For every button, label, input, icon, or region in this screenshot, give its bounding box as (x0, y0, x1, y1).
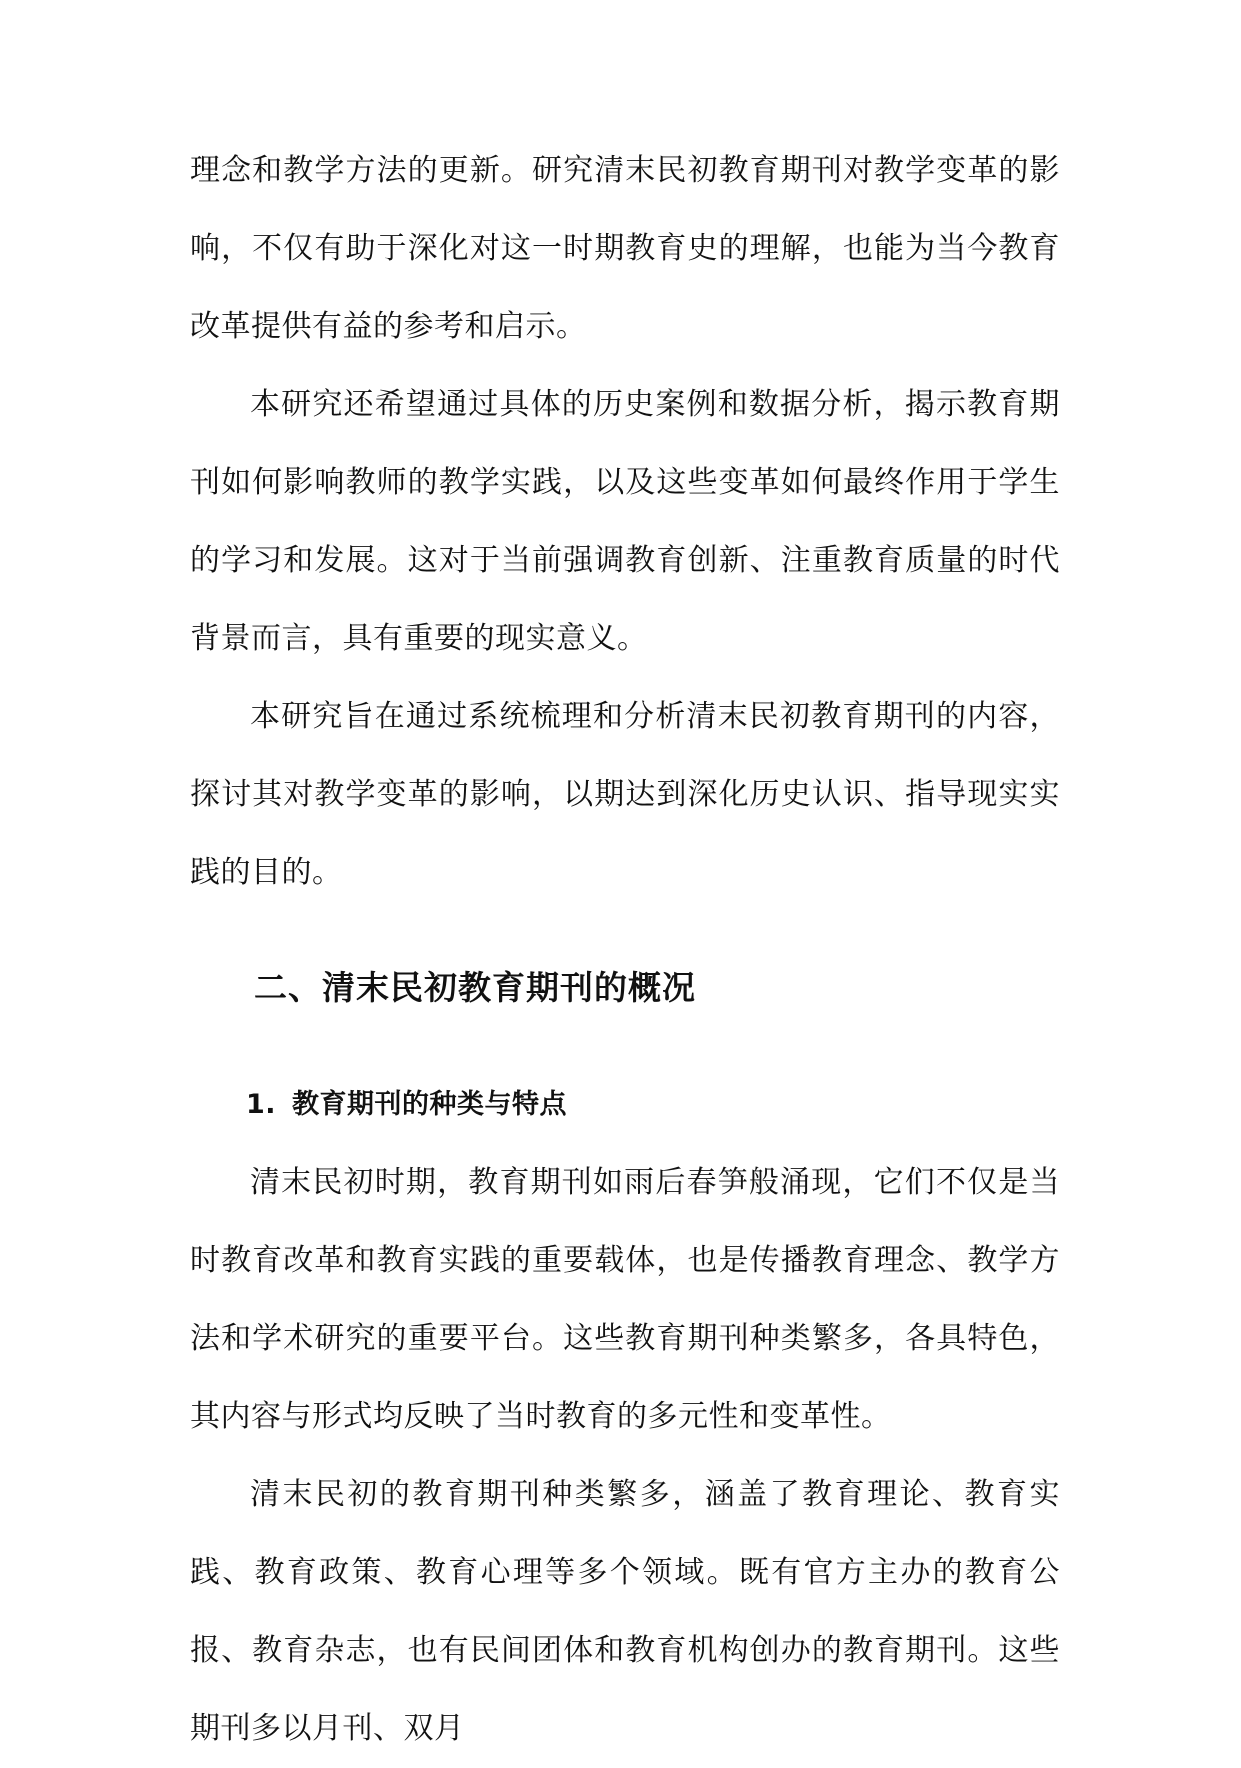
subsection-title: 教育期刊的种类与特点 (292, 1089, 568, 1120)
paragraph-journal-types: 清末民初的教育期刊种类繁多，涵盖了教育理论、教育实践、教育政策、教育心理等多个领域。既有官方主办的教育公报、教育杂志，也有民间团体和教育机构创办的教育期刊。这些期刊多以月刊、双月 (190, 1477, 1060, 1746)
paragraph-continuation: 理念和教学方法的更新。研究清末民初教育期刊对教学变革的影响，不仅有助于深化对这一时期教育史的理解，也能为当今教育改革提供有益的参考和启示。 (190, 153, 1060, 344)
paragraph-research-aim: 本研究旨在通过系统梳理和分析清末民初教育期刊的内容，探讨其对教学变革的影响，以期达到深化历史认识、指导现实实践的目的。 (190, 699, 1060, 890)
paragraph-journal-overview: 清末民初时期，教育期刊如雨后春笋般涌现，它们不仅是当时教育改革和教育实践的重要载体，也是传播教育理念、教学方法和学术研究的重要平台。这些教育期刊种类繁多，各具特色，其内容与形式均反映了当时教育的多元性和变革性。 (190, 1165, 1060, 1434)
document-body (190, 132, 1060, 1768)
paragraph-research-cases: 本研究还希望通过具体的历史案例和数据分析，揭示教育期刊如何影响教师的教学实践，以及这些变革如何最终作用于学生的学习和发展。这对于当前强调教育创新、注重教育质量的时代背景而言，具有重要的现实意义。 (190, 387, 1060, 656)
section-heading: 二、清末民初教育期刊的概况 (254, 968, 696, 1007)
subsection-number: 1. (246, 1089, 277, 1120)
subsection-heading (190, 1066, 1060, 1144)
